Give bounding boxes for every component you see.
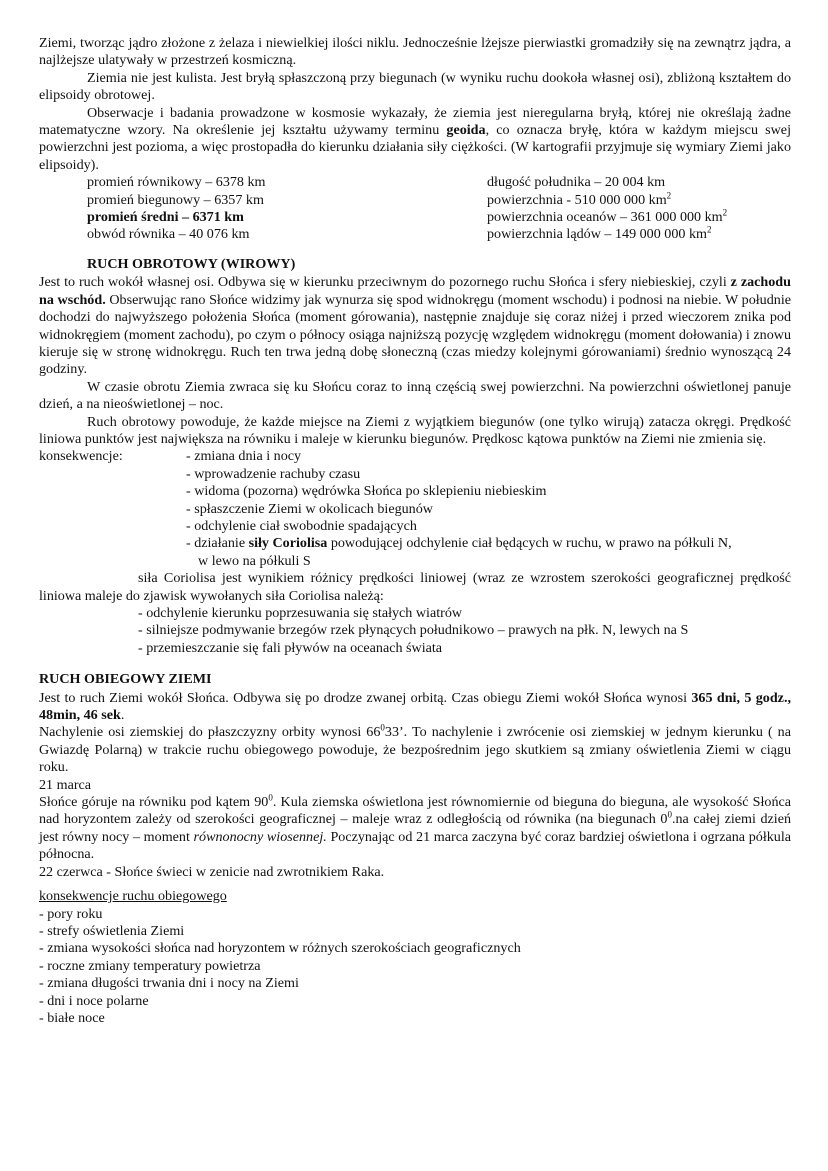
geoid-paragraph [39, 105, 791, 175]
intro-paragraph-1: Ziemi, tworząc jądro złożone z żelaza i niewielkiej ilości niklu. Jednocześnie lżejsze pierwiastki gromadziły się na zewnątrz jądra, a najlżejsze ulatywały w przestrzeń kosmiczną. [39, 35, 791, 69]
list-item: - roczne zmiany temperatury powietrza [39, 957, 261, 974]
intro-paragraph-2: Ziemia nie jest kulista. Jest bryłą spłaszczoną przy biegunach (w wyniku ruchu dookoła własnej osi), zbliżoną kształtem do elipsoidy obrotowej. [39, 69, 791, 104]
coriolis-effects-list [138, 605, 791, 657]
list-item: - zmiana dnia i nocy [186, 448, 302, 465]
rotation-paragraph-2: W czasie obrotu Ziemia zwraca się ku Słońcu coraz to inną częścią swej powierzchni. Na powierzchni oświetlonej panuje dzień, a na nieoświetlonej – noc. [39, 378, 791, 413]
orbit-duration: 365 dni, 5 godz., 48min, 46 sek [39, 689, 791, 724]
rotation-heading: RUCH OBROTOWY (WIROWY) [87, 255, 296, 272]
earth-dimensions [87, 174, 791, 244]
orbit-consequences-list [39, 906, 791, 1028]
list-item: - odchylenie kierunku poprzesuwania się stałych wiatrów [138, 605, 463, 621]
rotation-paragraph-1: Jest to ruch wokół własnej osi. Odbywa się w kierunku przeciwnym do pozornego ruchu Słońca i sfery niebieskiej, czyli z zachodu na wschód. Obserwując rano Słońce widzimy jak wynurza się spod widnokręgu (moment wschodu) i podnosi na niebie. W południe dochodzi do najwyższego położenia Słońca (moment górowania), następnie znajduje się coraz niżej i przed wieczorem znika pod widnokręgiem (moment zachodu), po czym o północy osiąga najniższą pozycję względem widnokręgu (moment dołowania) i znowu kieruje się w stronę widnokręgu. Ruch ten trwa jedną dobę słoneczną (czas miedzy kolejnymi górowaniami) średnio wynoszącą 24 godziny. [39, 274, 791, 378]
list-item: - odchylenie ciał swobodnie spadających [186, 517, 417, 534]
list-item: - zmiana długości trwania dni i nocy na Ziemi [39, 975, 299, 992]
geoid-text-a: Obserwacje i badania prowadzone w kosmosie wykazały, że ziemia jest nieregularna bryłą, której nie określają żadne matematyczne wzory. Na określenie jej kształtu używamy terminu [39, 104, 791, 139]
list-item: - dni i noce polarne [39, 992, 149, 1009]
list-item: - pory roku [39, 905, 103, 922]
document-page [39, 35, 791, 1027]
list-item: - działanie siły Coriolisa powodującej odchylenie ciał będących w ruchu, w prawo na półkuli N, [186, 535, 732, 552]
dimension-item: obwód równika – 40 076 km [87, 226, 250, 243]
orbit-paragraph-3: Słońce góruje na równiku pod kątem $90^0$. Kula ziemska oświetlona jest równomiernie od bieguna do bieguna, ale wysokość Słońca nad horyzontem zależy od szerokości geograficznej – maleje wraz z odległością od równika (na biegunach $0^0.na$ całej ziemi dzień jest równy nocy – moment równonocny wiosennej. Poczynając od 21 marca zaczyna być coraz bardziej oświetlona i ogrzana półkula północna. [39, 792, 791, 863]
list-item: - strefy oświetlenia Ziemi [39, 922, 185, 939]
dimension-item: promień średni – 6371 km [87, 209, 244, 226]
list-item: - silniejsze podmywanie brzegów rzek płynących południkowo – prawych na płk. N, lewych na S [138, 622, 689, 639]
consequences-label: konsekwencje: [39, 448, 123, 465]
geoid-term: geoida [446, 122, 486, 139]
dimensions-right-column [487, 174, 791, 244]
direction-emphasis: z zachodu na wschód. [39, 274, 791, 308]
orbit-heading: RUCH OBIEGOWY ZIEMI [39, 671, 212, 688]
list-item-continuation: w lewo na półkuli S [198, 552, 311, 569]
consequences-list [186, 448, 732, 570]
rotation-consequences [39, 448, 791, 570]
date-march: 21 marca [39, 776, 92, 793]
orbit-paragraph-2: Nachylenie osi ziemskiej do płaszczyzny orbity wynosi $66^033$’. To nachylenie i zwrócenie osi ziemskiej w jednym kierunku ( na Gwiazdę Polarną) w trakcie ruchu obiegowego powoduje, że bezpośrednim jego skutkiem są zmiany oświetlenia Ziemi w ciągu roku. [39, 722, 791, 776]
dimension-item: powierzchnia - 510 000 000 $km^2$ [487, 189, 672, 208]
dimension-item: powierzchnia lądów – 149 000 000 $km^2$ [487, 224, 712, 243]
dimension-item: promień biegunowy – 6357 km [87, 191, 264, 208]
equinox-term: równonocny wiosennej. [193, 828, 327, 845]
geoid-text-b: , co oznacza bryłę, która w każdym miejscu swej powierzchni jest pozioma, a więc prostopadła do kierunku działania siły ciężkości. (W kartografii przyjmuje się wymiary Ziemi jako elipsoidy). [39, 122, 791, 173]
list-item: - białe noce [39, 1009, 105, 1026]
dimension-item: promień równikowy – 6378 km [87, 174, 266, 191]
orbit-consequences-heading: konsekwencje ruchu obiegowego [39, 888, 227, 905]
dimensions-left-column [87, 174, 487, 244]
list-item: - zmiana wysokości słońca nad horyzontem w różnych szerokościach geograficznych [39, 940, 521, 957]
list-item: - przemieszczanie się fali pływów na oceanach świata [138, 639, 443, 656]
orbit-paragraph-1: Jest to ruch Ziemi wokół Słońca. Odbywa się po drodze zwanej orbitą. Czas obiegu Ziemi wokół Słońca wynosi 365 dni, 5 godz., 48min, 46 sek. [39, 689, 791, 724]
rotation-paragraph-3: Ruch obrotowy powoduje, że każde miejsce na Ziemi z wyjątkiem biegunów (one tylko wirują) zatacza okręgi. Prędkość liniowa punktów jest największa na równiku i maleje w kierunku biegunów. Prędkosc kątowa punktów na Ziemi nie zmienia się. [39, 413, 791, 447]
list-item: - wprowadzenie rachuby czasu [186, 465, 361, 482]
list-item: - spłaszczenie Ziemi w okolicach biegunów [186, 500, 433, 517]
dimension-item: powierzchnia oceanów – 361 000 000 $km^2$ [487, 207, 728, 226]
dimension-item: długość południka – 20 004 km [487, 174, 666, 191]
list-item: - widoma (pozorna) wędrówka Słońca po sklepieniu niebieskim [186, 483, 547, 500]
date-june: 22 czerwca - Słońce świeci w zenicie nad zwrotnikiem Raka. [39, 863, 385, 880]
coriolis-paragraph: siła Coriolisa jest wynikiem różnicy prędkości liniowej (wraz ze wzrostem szerokości geograficznej prędkość liniowa maleje do zjawisk wywołanych siła Coriolisa należą: [39, 570, 791, 604]
